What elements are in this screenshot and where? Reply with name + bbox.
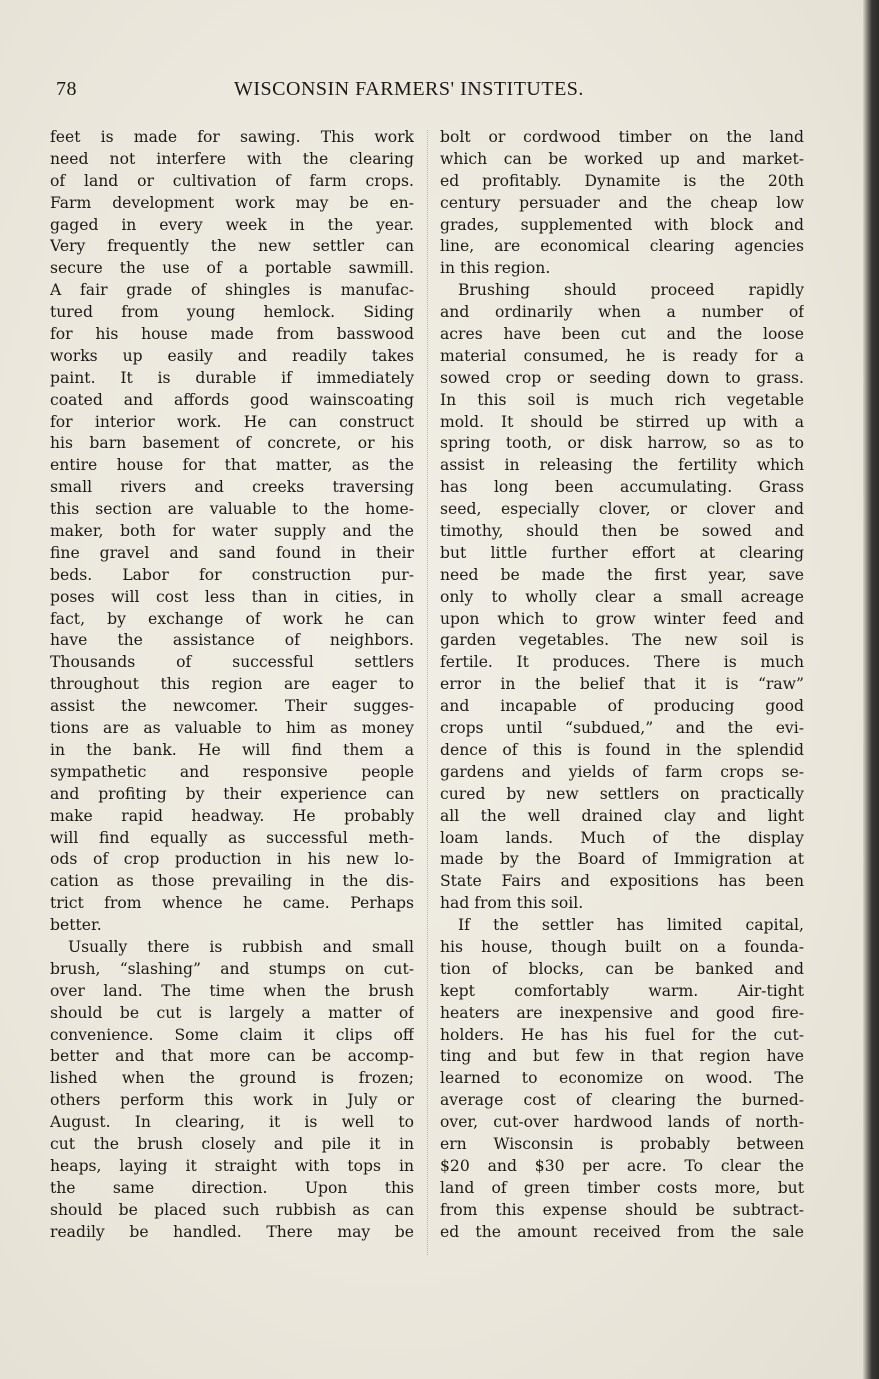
text-line: ern Wisconsin is probably between	[440, 1134, 804, 1153]
text-line: cation as those prevailing in the dis-	[50, 872, 414, 891]
text-line: and incapable of producing good	[440, 697, 804, 716]
text-line: should be placed such rubbish as can	[50, 1200, 414, 1219]
text-line: his house, though built on a founda-	[440, 937, 804, 956]
text-line: bolt or cordwood timber on the land	[440, 128, 804, 146]
text-line: only to wholly clear a small acreage	[440, 587, 804, 606]
text-line: had from this soil.	[440, 894, 584, 913]
text-line: works up easily and readily takes	[50, 346, 414, 365]
text-line: this section are valuable to the home-	[50, 500, 414, 519]
text-line: Usually there is rubbish and small	[68, 937, 414, 956]
text-line: ods of crop production in his new lo-	[50, 850, 414, 869]
text-line: will find equally as successful meth-	[50, 828, 414, 847]
text-line: loam lands. Much of the display	[440, 828, 804, 847]
text-line: cut the brush closely and pile it in	[50, 1134, 414, 1153]
text-line: In this soil is much rich vegetable	[440, 390, 804, 409]
text-line: convenience. Some claim it clips off	[50, 1025, 414, 1044]
text-line: over, cut-over hardwood lands of north-	[440, 1113, 804, 1132]
text-line: coated and affords good wainscoating	[50, 390, 414, 409]
text-line: beds. Labor for construction pur-	[50, 565, 414, 584]
text-line: should be cut is largely a matter of	[50, 1003, 414, 1022]
text-line: gardens and yields of farm crops se-	[440, 762, 804, 781]
text-line: holders. He has his fuel for the cut-	[440, 1025, 804, 1044]
text-line: fact, by exchange of work he can	[50, 609, 414, 628]
text-line: kept comfortably warm. Air-tight	[440, 981, 804, 1000]
text-line: error in the belief that it is “raw”	[440, 675, 804, 694]
text-line: others perform this work in July or	[50, 1091, 414, 1110]
text-line: ed the amount received from the sale	[440, 1222, 804, 1241]
text-line: Thousands of successful settlers	[50, 653, 414, 672]
text-line: land of green timber costs more, but	[440, 1178, 804, 1197]
text-line: fertile. It produces. There is much	[440, 653, 804, 672]
text-line: learned to economize on wood. The	[440, 1069, 804, 1088]
text-line: all the well drained clay and light	[440, 806, 804, 825]
text-line: gaged in every week in the year.	[50, 215, 414, 234]
text-line: have the assistance of neighbors.	[50, 631, 414, 650]
text-line: the same direction. Upon this	[50, 1178, 414, 1197]
text-line: maker, both for water supply and the	[50, 522, 414, 541]
text-line: tured from young hemlock. Siding	[50, 303, 414, 322]
text-line: in this region.	[440, 259, 551, 278]
text-line: throughout this region are eager to	[50, 675, 414, 694]
text-line: make rapid headway. He probably	[50, 806, 414, 825]
text-line: heaps, laying it straight with tops in	[50, 1156, 414, 1175]
text-line: in the bank. He will find them a	[50, 740, 414, 759]
text-line: but little further effort at clearing	[440, 543, 804, 562]
page-header	[56, 78, 806, 106]
text-line: acres have been cut and the loose	[440, 325, 804, 344]
text-line: over land. The time when the brush	[50, 981, 414, 1000]
text-line: cured by new settlers on practically	[440, 784, 804, 803]
text-line: $20 and $30 per acre. To clear the	[440, 1156, 804, 1175]
text-line: from this expense should be subtract-	[440, 1200, 804, 1219]
text-line: timothy, should then be sowed and	[440, 522, 804, 541]
text-line: material consumed, he is ready for a	[440, 346, 804, 365]
text-line: State Fairs and expositions has been	[440, 872, 804, 891]
text-line: spring tooth, or disk harrow, so as to	[440, 434, 804, 453]
text-line: secure the use of a portable sawmill.	[50, 259, 414, 278]
text-line: lished when the ground is frozen;	[50, 1069, 414, 1088]
text-line: sympathetic and responsive people	[50, 762, 414, 781]
text-line: garden vegetables. The new soil is	[440, 631, 804, 650]
right-text-column	[440, 127, 804, 1243]
text-line: entire house for that matter, as the	[50, 456, 414, 475]
text-line: heaters are inexpensive and good fire-	[440, 1003, 804, 1022]
text-line: better and that more can be accomp-	[50, 1047, 414, 1066]
text-line: seed, especially clover, or clover and	[440, 500, 804, 519]
text-line: his barn basement of concrete, or his	[50, 434, 414, 453]
text-line: for interior work. He can construct	[50, 412, 414, 431]
column-divider	[427, 130, 428, 1255]
text-line: century persuader and the cheap low	[440, 193, 804, 212]
text-line: Farm development work may be en-	[50, 193, 414, 212]
text-line: ed profitably. Dynamite is the 20th	[440, 171, 804, 190]
text-line: need not interfere with the clearing	[50, 149, 414, 168]
text-line: has long been accumulating. Grass	[440, 478, 804, 497]
text-line: feet is made for sawing. This work	[50, 128, 414, 146]
text-line: A fair grade of shingles is manufac-	[50, 281, 414, 300]
text-line: crops until “subdued,” and the evi-	[440, 719, 804, 738]
book-binding-edge	[863, 0, 879, 1379]
text-line: of land or cultivation of farm crops.	[50, 171, 414, 190]
text-line: need be made the first year, save	[440, 565, 804, 584]
text-line: which can be worked up and market-	[440, 149, 804, 168]
text-line: readily be handled. There may be	[50, 1222, 414, 1241]
text-line: dence of this is found in the splendid	[440, 740, 804, 759]
left-text-column	[50, 127, 414, 1243]
text-line: and ordinarily when a number of	[440, 303, 804, 322]
text-line: mold. It should be stirred up with a	[440, 412, 804, 431]
text-line: trict from whence he came. Perhaps	[50, 894, 414, 913]
text-line: sowed crop or seeding down to grass.	[440, 368, 804, 387]
text-line: ting and but few in that region have	[440, 1047, 804, 1066]
text-line: fine gravel and sand found in their	[50, 543, 414, 562]
text-line: assist in releasing the fertility which	[440, 456, 804, 475]
text-line: small rivers and creeks traversing	[50, 478, 414, 497]
text-line: grades, supplemented with block and	[440, 215, 804, 234]
text-line: for his house made from basswood	[50, 325, 414, 344]
text-line: If the settler has limited capital,	[458, 916, 804, 935]
text-line: August. In clearing, it is well to	[50, 1113, 414, 1132]
page-number: 78	[56, 78, 77, 100]
text-line: tions are as valuable to him as money	[50, 719, 414, 738]
text-line: paint. It is durable if immediately	[50, 368, 414, 387]
text-line: average cost of clearing the burned-	[440, 1091, 804, 1110]
text-line: brush, “slashing” and stumps on cut-	[50, 959, 414, 978]
text-line: better.	[50, 916, 102, 935]
text-line: made by the Board of Immigration at	[440, 850, 804, 869]
text-line: upon which to grow winter feed and	[440, 609, 804, 628]
text-line: Brushing should proceed rapidly	[458, 281, 804, 300]
text-line: Very frequently the new settler can	[50, 237, 414, 256]
text-line: poses will cost less than in cities, in	[50, 587, 414, 606]
running-title: WISCONSIN FARMERS' INSTITUTES.	[234, 78, 584, 100]
text-line: assist the newcomer. Their sugges-	[50, 697, 414, 716]
text-line: line, are economical clearing agencies	[440, 237, 804, 256]
text-line: tion of blocks, can be banked and	[440, 959, 804, 978]
text-line: and profiting by their experience can	[50, 784, 414, 803]
